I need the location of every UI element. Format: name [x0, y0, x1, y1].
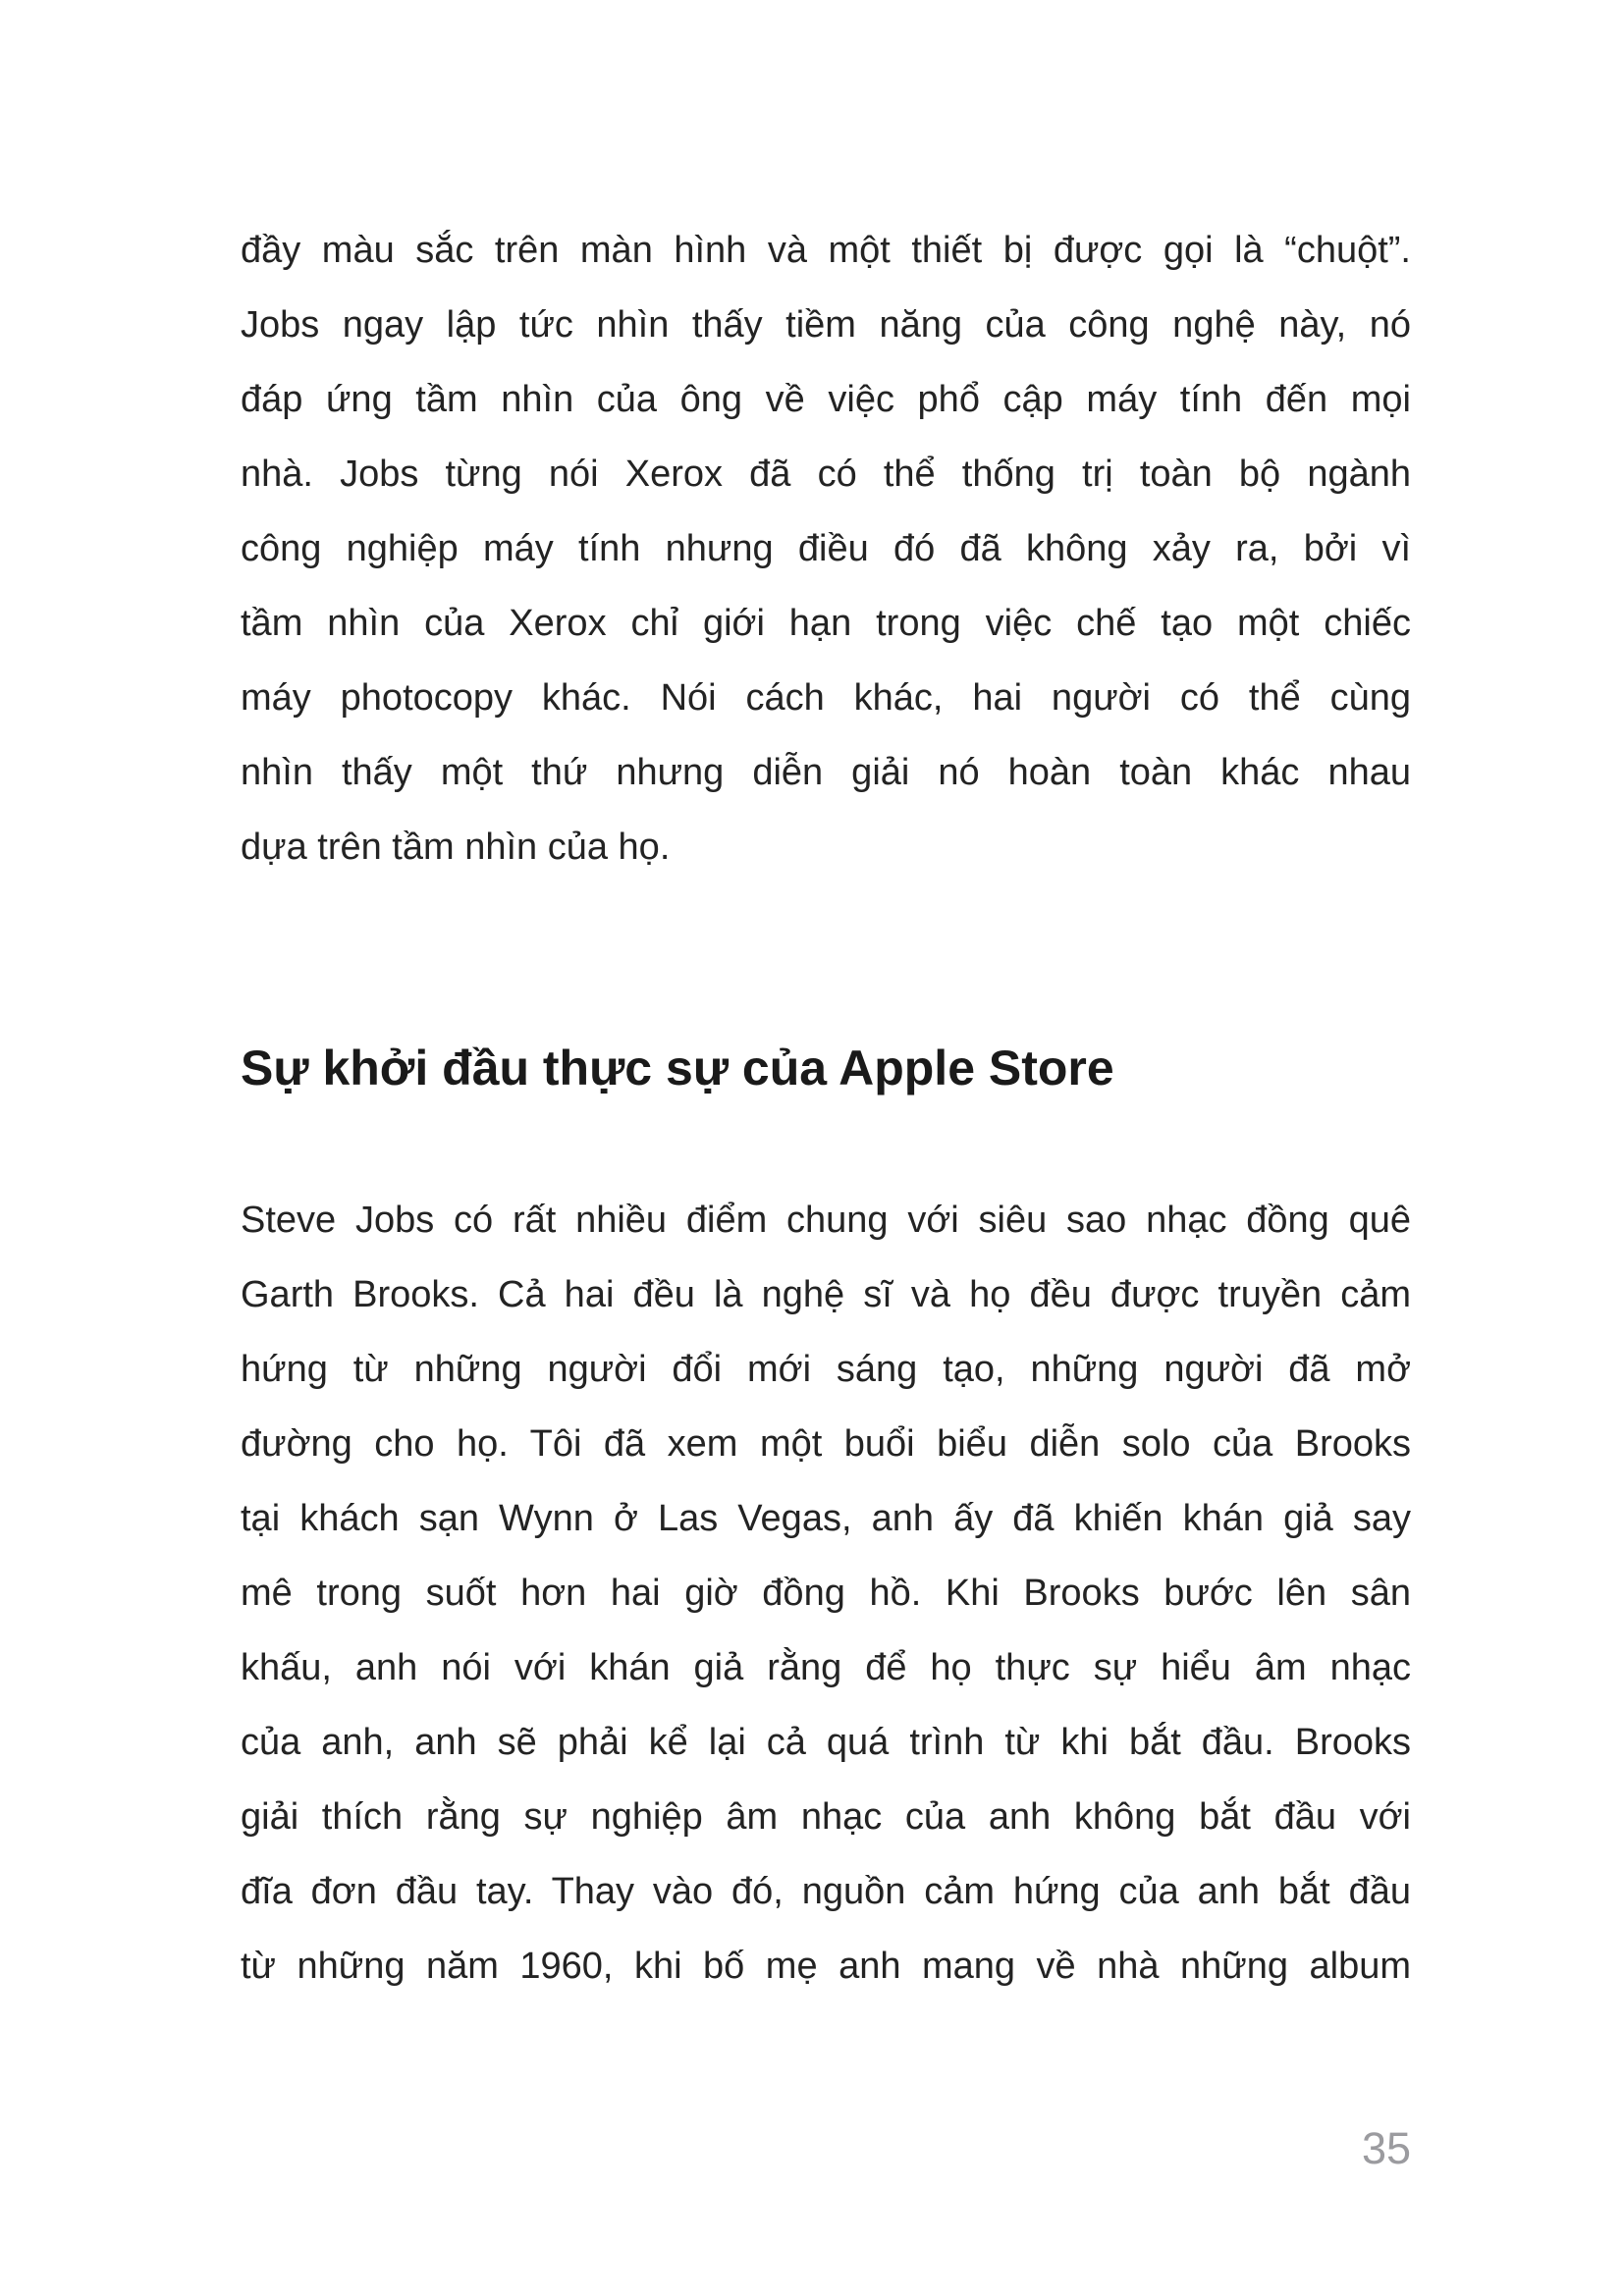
- text-line: máy photocopy khác. Nói cách khác, hai người có thể cùng: [241, 677, 1411, 719]
- text-line: dựa trên tầm nhìn của họ.: [241, 827, 671, 868]
- text-line: đầy màu sắc trên màn hình và một thiết bị được gọi là “chuột”.: [241, 230, 1411, 271]
- text-line: tại khách sạn Wynn ở Las Vegas, anh ấy đã khiến khán giả say: [241, 1498, 1411, 1539]
- text-line: tầm nhìn của Xerox chỉ giới hạn trong việc chế tạo một chiếc: [241, 603, 1411, 644]
- paragraph-continued: [241, 213, 1411, 884]
- text-column: [241, 213, 1411, 2175]
- text-line: Steve Jobs có rất nhiều điểm chung với siêu sao nhạc đồng quê: [241, 1200, 1411, 1241]
- text-line: mê trong suốt hơn hai giờ đồng hồ. Khi Brooks bước lên sân: [241, 1573, 1411, 1614]
- page-number: 35: [1361, 2123, 1411, 2173]
- text-line: của anh, anh sẽ phải kể lại cả quá trình từ khi bắt đầu. Brooks: [241, 1722, 1411, 1763]
- text-line: đường cho họ. Tôi đã xem một buổi biểu diễn solo của Brooks: [241, 1423, 1411, 1465]
- text-line: công nghiệp máy tính nhưng điều đó đã không xảy ra, bởi vì: [241, 528, 1411, 569]
- text-line: đĩa đơn đầu tay. Thay vào đó, nguồn cảm hứng của anh bắt đầu: [241, 1871, 1411, 1912]
- text-line: Jobs ngay lập tức nhìn thấy tiềm năng của công nghệ này, nó: [241, 304, 1411, 346]
- text-line: Garth Brooks. Cả hai đều là nghệ sĩ và họ đều được truyền cảm: [241, 1274, 1411, 1315]
- text-line: đáp ứng tầm nhìn của ông về việc phổ cập máy tính đến mọi: [241, 379, 1411, 420]
- text-line: từ những năm 1960, khi bố mẹ anh mang về nhà những album: [241, 1946, 1411, 1987]
- text-line: nhà. Jobs từng nói Xerox đã có thể thống trị toàn bộ ngành: [241, 454, 1411, 495]
- paragraph: [241, 1183, 1411, 2003]
- text-line: hứng từ những người đổi mới sáng tạo, những người đã mở: [241, 1349, 1411, 1390]
- text-line: nhìn thấy một thứ nhưng diễn giải nó hoàn toàn khác nhau: [241, 752, 1411, 793]
- text-line: giải thích rằng sự nghiệp âm nhạc của anh không bắt đầu với: [241, 1796, 1411, 1838]
- section-heading: Sự khởi đầu thực sự của Apple Store: [241, 1041, 1114, 1095]
- text-line: khấu, anh nói với khán giả rằng để họ thực sự hiểu âm nhạc: [241, 1647, 1411, 1688]
